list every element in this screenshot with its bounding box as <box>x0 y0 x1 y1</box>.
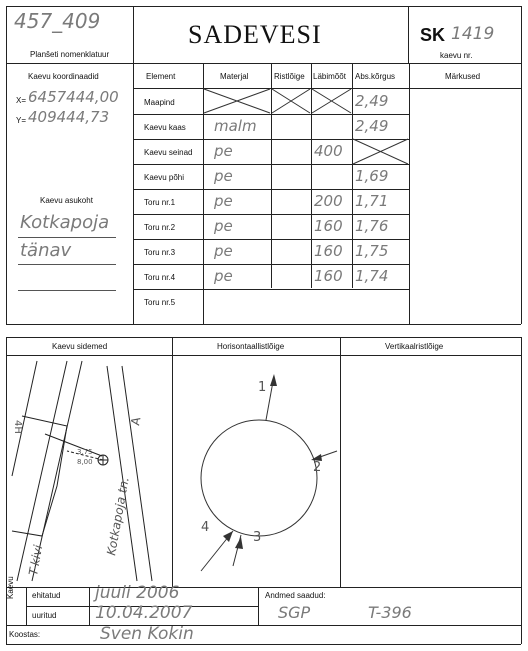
street-kivi: T-kivi <box>26 543 46 577</box>
koostas-label: Koostas: <box>9 630 41 639</box>
th-abs: Abs.kõrgus <box>355 72 396 81</box>
nomenclature-value: 457_409 <box>14 9 101 33</box>
horizontal-section-drawing <box>173 356 339 586</box>
pipe-1-label: 1 <box>258 380 267 395</box>
footer-sep-2 <box>89 587 90 625</box>
ehitatud-label: ehitatud <box>32 591 61 600</box>
table-cell-labimoot: 200 <box>314 192 343 210</box>
table-cell-labimoot: 160 <box>314 217 343 235</box>
th-ristloige: Ristlõige <box>274 72 305 81</box>
andmed-value2: T-396 <box>368 603 412 622</box>
table-cell-element: Kaevu seinad <box>144 148 193 157</box>
y-label: Y= <box>16 116 27 125</box>
table-cell-abs: 2,49 <box>355 92 389 110</box>
andmed-value1: SGP <box>278 603 311 622</box>
coords-label: Kaevu koordinaadid <box>28 72 99 81</box>
table-cell-labimoot: 160 <box>314 267 343 285</box>
footer-top <box>6 587 521 588</box>
table-cell-materjal: malm <box>214 117 257 135</box>
lower-right <box>521 337 522 644</box>
manhole-circle <box>201 420 317 536</box>
uuritud-value: 10.04.2007 <box>95 603 193 623</box>
ehitatud-value: juuli 2006 <box>95 583 180 603</box>
kaevu-side-label: Kaevu <box>6 576 15 599</box>
andmed-label: Andmed saadud: <box>265 591 326 600</box>
table-cell-element: Toru nr.4 <box>144 273 176 282</box>
uuritud-label: uuritud <box>32 611 57 620</box>
marker-a: A <box>128 415 144 427</box>
th-materjal: Materjal <box>220 72 249 81</box>
dim-b: 8,00 <box>77 458 93 466</box>
pipe-4-arrow <box>223 531 233 542</box>
kaevu-nr-label: kaevu nr. <box>440 51 473 60</box>
table-cell-element: Toru nr.2 <box>144 223 176 232</box>
pipe-3-arrow <box>235 537 243 549</box>
page-title: SADEVESI <box>188 20 322 49</box>
th-labimoot: Läbimõõt <box>313 72 346 81</box>
lower-sep-2 <box>340 337 341 587</box>
table-cell-element: Kaevu põhi <box>144 173 185 182</box>
table-cell-element: Kaevu kaas <box>144 123 186 132</box>
pipe-2-label: 2 <box>313 460 322 475</box>
table-cell-materjal: pe <box>214 217 233 235</box>
horizontal-label: Horisontaallistlõige <box>217 342 285 351</box>
location-line1: Kotkapoja <box>20 212 110 233</box>
th-markused: Märkused <box>445 72 481 81</box>
sk-prefix: SK <box>420 25 446 45</box>
table-cell-labimoot: 160 <box>314 242 343 260</box>
location-label: Kaevu asukoht <box>40 196 93 205</box>
house-number: 4H <box>12 420 23 434</box>
table-cell-abs: 2,49 <box>355 117 389 135</box>
location-line2: tänav <box>20 240 72 261</box>
table-cell-abs: 1,71 <box>355 192 389 210</box>
table-cell-abs: 1,76 <box>355 217 389 235</box>
pipe-1-arrow <box>270 374 277 386</box>
table-cell-materjal: pe <box>214 242 233 260</box>
table-cell-abs: 1,74 <box>355 267 389 285</box>
footer-sep-1 <box>26 587 27 625</box>
location-sketch <box>7 356 171 586</box>
sidemed-label: Kaevu sidemed <box>52 342 108 351</box>
table-cell-element: Toru nr.3 <box>144 248 176 257</box>
footer-sep-3 <box>258 587 259 625</box>
table-cell-abs: 1,75 <box>355 242 389 260</box>
sk-number: 1419 <box>451 24 495 44</box>
x-value: 6457444,00 <box>28 88 119 106</box>
lower-top <box>6 337 521 338</box>
table-cell-materjal: pe <box>214 267 233 285</box>
table-cell-materjal: pe <box>214 142 233 160</box>
vertical-label: Vertikaalristlõige <box>385 342 444 351</box>
footer-end <box>6 644 521 645</box>
pipe-3-label: 3 <box>253 530 262 545</box>
pipe-4-label: 4 <box>201 520 210 535</box>
table-cell-materjal: pe <box>214 167 233 185</box>
y-value: 409444,73 <box>28 108 110 126</box>
koostas-value: Sven Kokin <box>100 624 194 644</box>
nomenclature-label: Planšeti nomenklatuur <box>30 50 110 59</box>
footer-bottom <box>6 625 521 626</box>
th-element: Element <box>146 72 176 81</box>
table-cell-abs: 1,69 <box>355 167 389 185</box>
street-kotkapoja: Kotkapoja tn. <box>104 475 132 557</box>
dim-a: 3,75 <box>77 448 93 456</box>
table-cell-element: Toru nr.1 <box>144 198 176 207</box>
table-cell-element: Maapind <box>144 98 175 107</box>
x-label: X= <box>16 96 27 105</box>
table-cell-element: Toru nr.5 <box>144 298 176 307</box>
table-cell-labimoot: 400 <box>314 142 343 160</box>
table-cell-materjal: pe <box>214 192 233 210</box>
